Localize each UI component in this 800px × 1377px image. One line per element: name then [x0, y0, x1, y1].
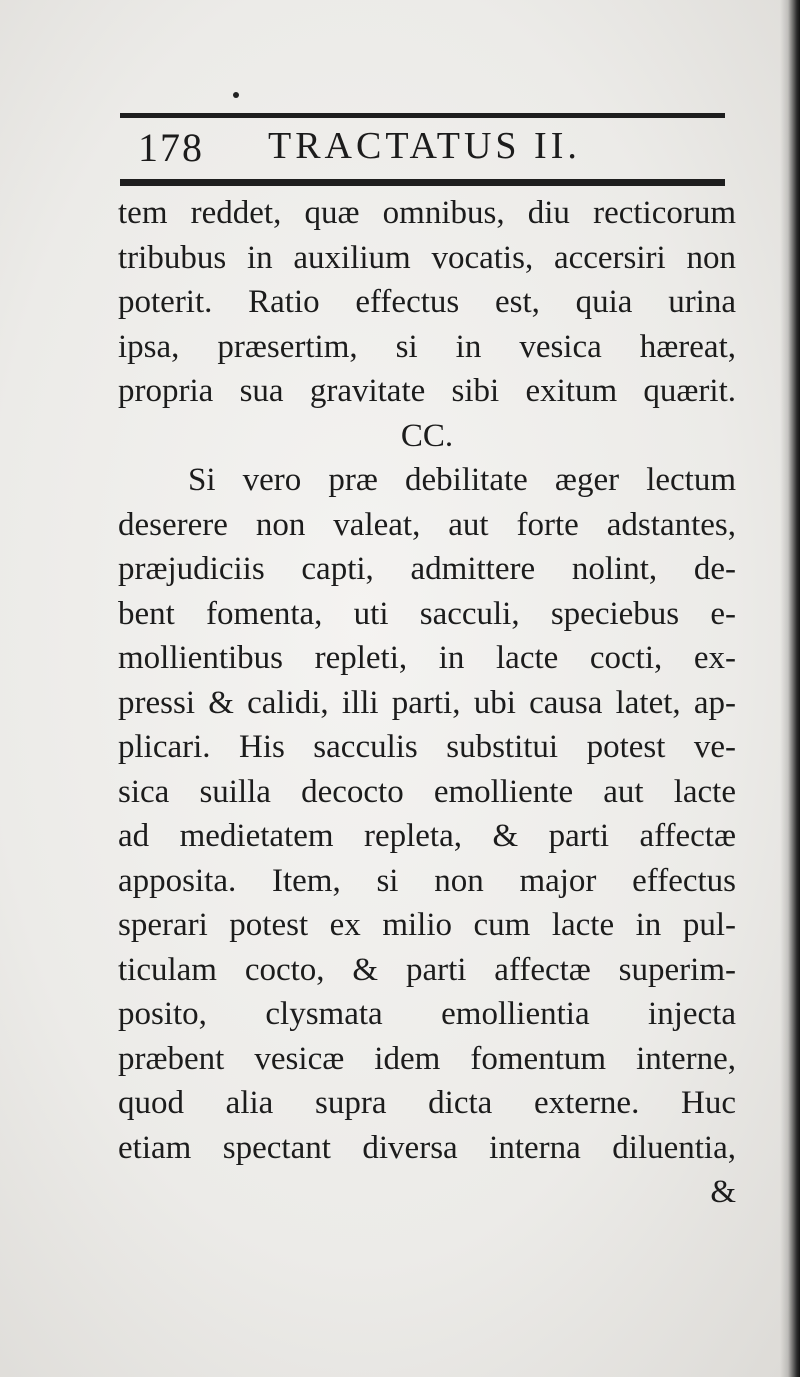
- page-edge-shadow: [780, 0, 800, 1377]
- text-line: præjudiciis capti, admittere nolint, de-: [118, 551, 736, 587]
- page-number: 178: [138, 125, 204, 170]
- catchword: &: [710, 1174, 736, 1210]
- running-title: TRACTATUS II.: [268, 125, 581, 167]
- section-heading: CC.: [400, 417, 454, 454]
- text-line: tribubus in auxilium vocatis, accersiri non: [118, 239, 736, 276]
- header-rule-top: [120, 113, 725, 118]
- running-head: [120, 122, 725, 176]
- text-line: mollientibus repleti, in lacte cocti, ex-: [118, 640, 736, 676]
- text-line: ad medietatem repleta, & parti affectæ: [118, 818, 736, 854]
- text-line: poterit. Ratio effectus est, quia urina: [118, 284, 736, 320]
- text-line: apposita. Item, si non major effectus: [118, 862, 736, 899]
- header-rule-bottom: [120, 179, 725, 186]
- text-line: tem reddet, quæ omnibus, diu recticorum: [118, 195, 736, 231]
- text-line: sica suilla decocto emolliente aut lacte: [118, 773, 736, 810]
- ink-dot: [233, 92, 239, 98]
- text-line: deserere non valeat, aut forte adstantes,: [118, 506, 736, 543]
- text-line: ticulam cocto, & parti affectæ superim-: [118, 951, 736, 988]
- text-line: plicari. His sacculis substitui potest ve-: [118, 729, 736, 765]
- text-line: Si vero præ debilitate æger lectum: [188, 462, 736, 498]
- text-line: etiam spectant diversa interna diluentia,: [118, 1129, 736, 1166]
- text-line: ipsa, præsertim, si in vesica hæreat,: [118, 328, 736, 365]
- body-text: [118, 191, 736, 1215]
- text-line: posito, clysmata emollientia injecta: [118, 996, 736, 1032]
- text-line: sperari potest ex milio cum lacte in pul-: [118, 907, 736, 943]
- text-line: propria sua gravitate sibi exitum quærit.: [118, 373, 736, 409]
- text-line: pressi & calidi, illi parti, ubi causa latet, ap-: [118, 684, 736, 721]
- text-line: præbent vesicæ idem fomentum interne,: [118, 1040, 736, 1077]
- text-line: quod alia supra dicta externe. Huc: [118, 1085, 736, 1121]
- text-line: bent fomenta, uti sacculi, speciebus e-: [118, 595, 736, 632]
